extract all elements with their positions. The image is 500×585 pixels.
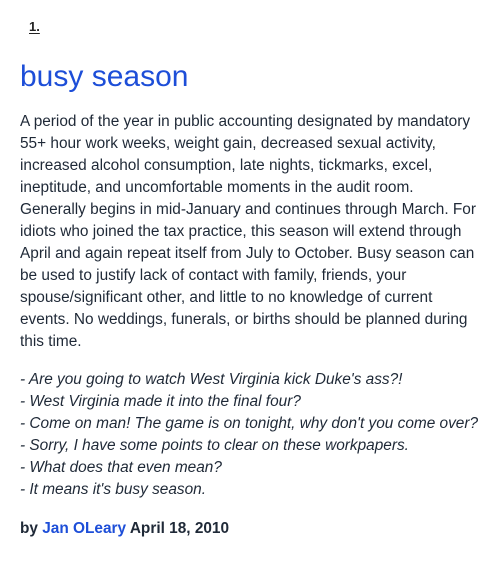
- example-line: - It means it's busy season.: [20, 481, 206, 498]
- post-date: April 18, 2010: [129, 520, 230, 537]
- definition-entry: [20, 18, 482, 540]
- by-label: by: [20, 520, 38, 537]
- example-line: - Come on man! The game is on tonight, why don't you come over?: [20, 415, 479, 432]
- word-title-link[interactable]: busy season: [20, 60, 189, 93]
- example-line: - Sorry, I have some points to clear on these workpapers.: [20, 437, 409, 454]
- definition-meaning: A period of the year in public accounting designated by mandatory 55+ hour work weeks, weight gain, decreased sexual activity, increased alcohol consumption, late nights, tickmarks, excel, ineptitude, and uncomfortable moments in the audit room. Generally begins in mid-January and continues through March. For idiots who joined the tax practice, this season will extend through April and again repeat itself from July to October. Busy season can be used to justify lack of contact with family, friends, your spouse/significant other, and little to no knowledge of current events. No weddings, funerals, or births should be planned during this time.: [20, 113, 476, 350]
- example-line: - What does that even mean?: [20, 459, 222, 476]
- definition-rank-link[interactable]: 1.: [29, 19, 40, 34]
- author-link[interactable]: Jan OLeary: [42, 520, 127, 537]
- definition-example: [20, 369, 482, 501]
- example-line: - Are you going to watch West Virginia kick Duke's ass?!: [20, 371, 403, 388]
- example-line: - West Virginia made it into the final four?: [20, 393, 301, 410]
- contributor-line: [20, 518, 482, 540]
